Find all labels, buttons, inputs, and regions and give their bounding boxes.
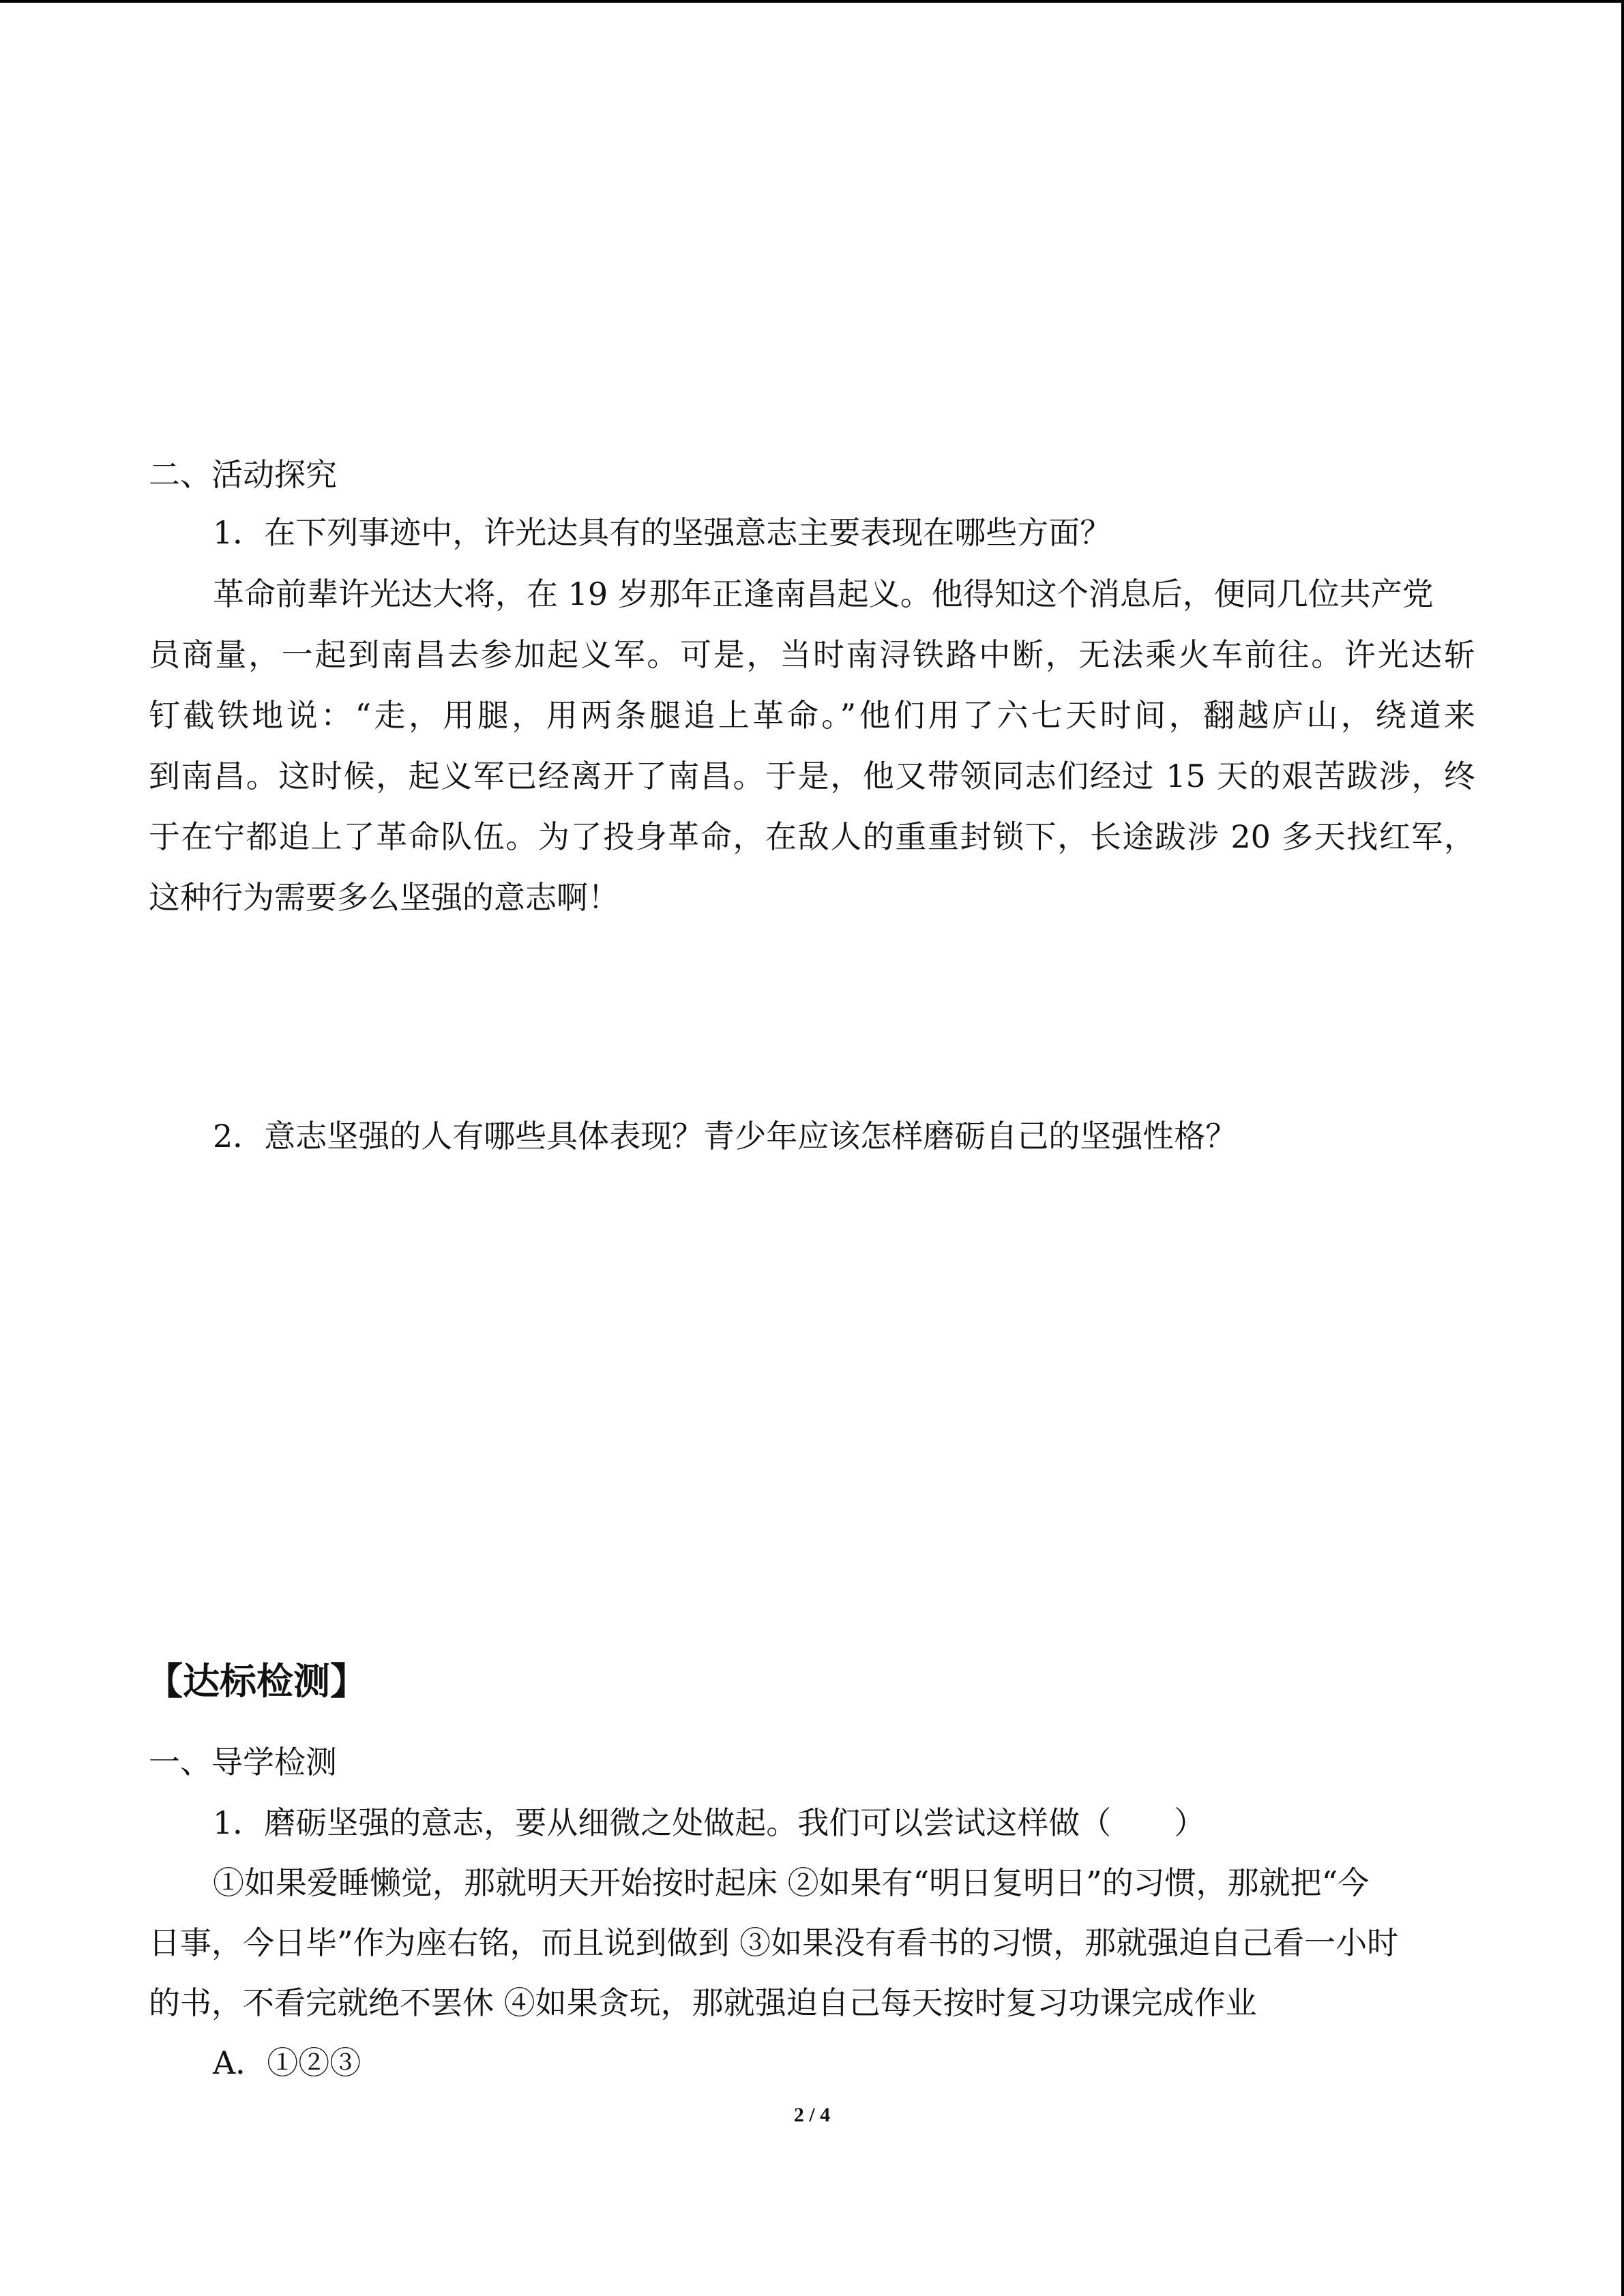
section-title-activity: 二、活动探究 (149, 456, 337, 493)
passage-line-3: 钉截铁地说：“走，用腿，用两条腿追上革命。”他们用了六七天时间，翻越庐山，绕道来 (149, 697, 1475, 734)
question-2: 2．意志坚强的人有哪些具体表现？青少年应该怎样磨砺自己的坚强性格？ (213, 1118, 1237, 1154)
passage-line-5: 于在宁都追上了革命队伍。为了投身革命，在敌人的重重封锁下，长途跋涉 20 多天找红军， (149, 818, 1475, 855)
page-number: 2 / 4 (793, 2104, 831, 2126)
answer-option-a: A．①②③ (213, 2044, 361, 2081)
test-question-1: 1．磨砺坚强的意志，要从细微之处做起。我们可以尝试这样做（ ） (213, 1804, 1206, 1841)
question-1: 1．在下列事迹中，许光达具有的坚强意志主要表现在哪些方面？ (213, 514, 1112, 551)
page-top-border (0, 0, 1624, 3)
passage-line-1: 革命前辈许光达大将，在 19 岁那年正逢南昌起义。他得知这个消息后，便同几位共产党 (213, 576, 1434, 612)
passage-line-2: 员商量，一起到南昌去参加起义军。可是，当时南浔铁路中断，无法乘火车前往。许光达斩 (149, 636, 1475, 673)
page-right-border (1621, 0, 1624, 2296)
options-line-1: ①如果爱睡懒觉，那就明天开始按时起床 ②如果有“明日复明日”的习惯，那就把“今 (213, 1864, 1370, 1901)
section-heading-test: 【达标检测】 (146, 1660, 367, 1703)
options-line-3: 的书，不看完就绝不罢休 ④如果贪玩，那就强迫自己每天按时复习功课完成作业 (149, 1984, 1257, 2021)
section-subtitle-guided-test: 一、导学检测 (149, 1744, 337, 1780)
passage-line-4: 到南昌。这时候，起义军已经离开了南昌。于是，他又带领同志们经过 15 天的艰苦跋涉，终 (149, 758, 1475, 794)
options-line-2: 日事，今日毕”作为座右铭，而且说到做到 ③如果没有看书的习惯，那就强迫自己看一小时 (149, 1924, 1399, 1961)
passage-line-6: 这种行为需要多么坚强的意志啊！ (149, 879, 619, 916)
